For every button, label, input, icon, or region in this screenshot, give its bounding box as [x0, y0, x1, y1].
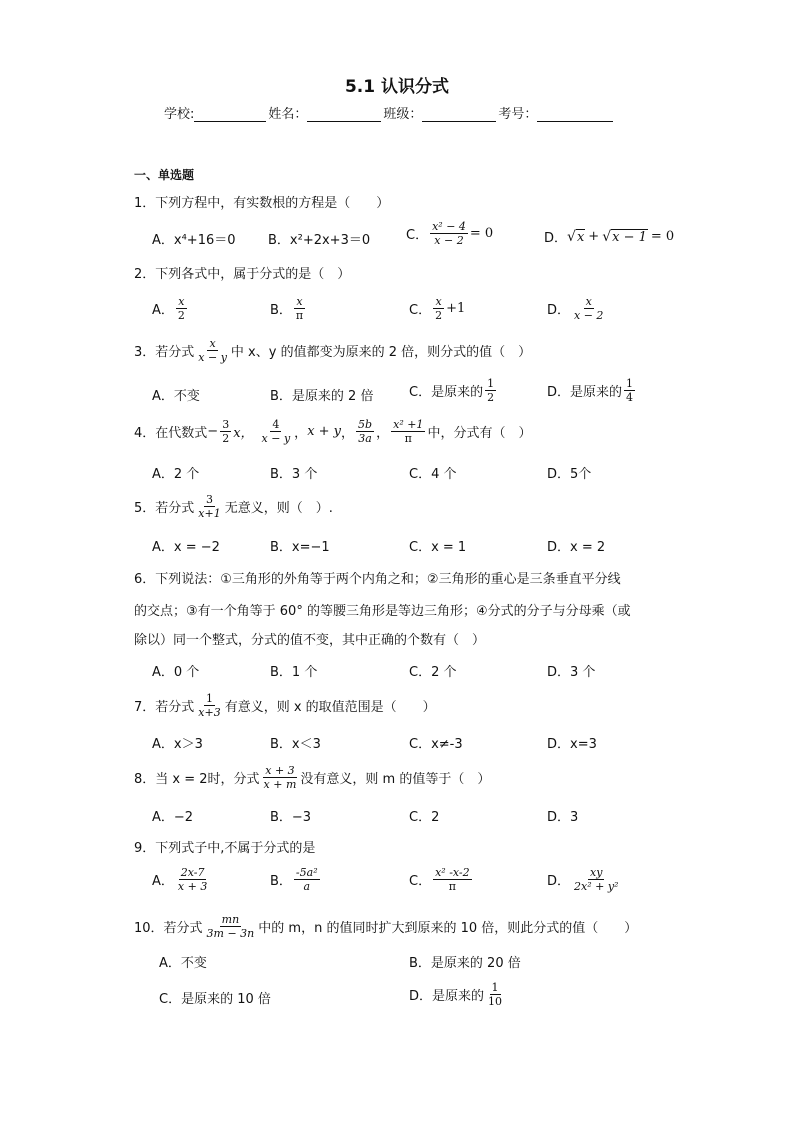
- option-text: D．x=3: [547, 737, 597, 752]
- number-blank[interactable]: [537, 107, 613, 122]
- denominator: x+1: [198, 507, 221, 520]
- denominator: 2: [435, 309, 443, 322]
- q7-option-c[interactable]: [409, 733, 463, 752]
- q5-option-b[interactable]: [270, 536, 330, 555]
- option-text: C．是原来的 10 倍: [159, 992, 271, 1007]
- option-text: A．x⁴+16＝0: [152, 233, 236, 248]
- plus-sign: +: [588, 229, 600, 244]
- fraction: [205, 913, 257, 940]
- option-label: D．是原来的: [409, 989, 485, 1004]
- q5-option-a[interactable]: [152, 536, 220, 555]
- numerator: x: [435, 295, 442, 308]
- numerator: x: [209, 337, 216, 350]
- numerator: 1: [205, 692, 213, 705]
- q6-option-d[interactable]: [547, 661, 595, 680]
- numerator: x: [296, 295, 303, 308]
- option-label: C．: [409, 303, 432, 318]
- numerator: 2x-7: [180, 866, 205, 879]
- numerator: 3: [222, 418, 230, 431]
- stem-text: 3．若分式: [134, 345, 195, 360]
- name-blank[interactable]: [307, 107, 381, 122]
- q3-option-a[interactable]: [152, 385, 200, 404]
- q10-stem: [134, 913, 637, 940]
- fraction: [176, 866, 209, 893]
- q10-option-b[interactable]: [409, 952, 521, 971]
- numerator: -5a²: [295, 866, 318, 879]
- section-heading: 一、单选题: [134, 168, 195, 182]
- q1-option-c[interactable]: [406, 220, 493, 247]
- fraction: [433, 866, 472, 893]
- expression-tail: +1: [446, 301, 466, 316]
- option-text: C．x = 1: [409, 540, 467, 555]
- expression-tail: x，: [233, 426, 254, 441]
- q9-stem: 9．下列式子中,不属于分式的是: [134, 841, 316, 856]
- q7-option-d[interactable]: [547, 733, 597, 752]
- q8-option-b[interactable]: [270, 806, 311, 825]
- q7-option-a[interactable]: [152, 733, 203, 752]
- q10-option-d[interactable]: [409, 981, 506, 1008]
- fraction: [262, 764, 299, 791]
- fraction: [572, 866, 620, 893]
- q1-option-d[interactable]: [544, 227, 674, 246]
- numerator: 3: [205, 493, 213, 506]
- stem-text: 5．若分式: [134, 501, 195, 516]
- option-text: B．是原来的 2 倍: [270, 389, 374, 404]
- denominator: x − 2: [434, 234, 464, 247]
- fraction: [196, 337, 229, 364]
- q4-option-c[interactable]: [409, 463, 456, 482]
- q10-option-a[interactable]: [159, 952, 207, 971]
- q6-option-b[interactable]: [270, 661, 317, 680]
- fraction: [486, 981, 504, 1008]
- q7-option-b[interactable]: [270, 733, 321, 752]
- option-label: C．: [409, 874, 432, 889]
- q8-option-d[interactable]: [547, 806, 578, 825]
- stem-text: 4．在代数式: [134, 426, 208, 441]
- q3-option-d[interactable]: [547, 377, 637, 404]
- q9-option-b[interactable]: [270, 866, 322, 893]
- option-text: A．2 个: [152, 467, 200, 482]
- fraction: [391, 418, 425, 445]
- option-text: B．3 个: [270, 467, 318, 482]
- option-text: C．4 个: [409, 467, 457, 482]
- fraction: [356, 418, 374, 445]
- numerator: x² +1: [393, 418, 424, 431]
- page-title: 5.1 认识分式: [344, 77, 450, 97]
- option-text: C．2: [409, 810, 440, 825]
- option-text: A．不变: [159, 956, 207, 971]
- numerator: x: [178, 295, 185, 308]
- q9-option-a[interactable]: [152, 866, 211, 893]
- sqrt-expression: √ x − 1: [602, 228, 647, 245]
- option-text: B．x＜3: [270, 737, 321, 752]
- fraction: [572, 295, 605, 322]
- q2-option-a[interactable]: [152, 295, 189, 322]
- denominator: x − y: [261, 432, 291, 445]
- q2-option-b[interactable]: [270, 295, 307, 322]
- denominator: a: [303, 880, 311, 893]
- option-label: B．: [270, 874, 292, 889]
- fraction: [196, 493, 222, 520]
- denominator: 4: [626, 391, 634, 404]
- number-label: 考号：: [498, 107, 538, 122]
- q3-option-c[interactable]: [409, 377, 498, 404]
- radicand: x: [576, 229, 585, 245]
- option-text: B．是原来的 20 倍: [409, 956, 521, 971]
- option-label: C．: [406, 228, 429, 243]
- denominator: x − y: [198, 351, 227, 364]
- fraction: [294, 866, 320, 893]
- denominator: 2: [487, 391, 495, 404]
- fraction: [196, 692, 222, 719]
- q6-stem-line-1: 6．下列说法：①三角形的外角等于两个内角之和；②三角形的重心是三条垂直平分线: [134, 572, 621, 587]
- stem-text: 7．若分式: [134, 700, 195, 715]
- denominator: 2: [222, 432, 230, 445]
- option-label: D．: [547, 874, 571, 889]
- q1-stem: 1．下列方程中，有实数根的方程是（ ）: [134, 196, 390, 211]
- equation-tail: = 0: [469, 226, 494, 241]
- denominator: x + 3: [177, 880, 208, 893]
- option-text: A．不变: [152, 389, 200, 404]
- option-text: A．x = −2: [152, 540, 220, 555]
- q8-stem: [134, 764, 490, 791]
- q1-option-a[interactable]: [152, 229, 236, 248]
- fraction: [176, 295, 187, 322]
- q5-stem: [134, 493, 333, 520]
- name-label: 姓名：: [268, 107, 308, 122]
- numerator: 1: [491, 981, 499, 994]
- stem-text: 无意义，则（ ）.: [224, 501, 333, 516]
- option-label: C．是原来的: [409, 385, 484, 400]
- option-text: A．0 个: [152, 665, 200, 680]
- option-label: D．是原来的: [547, 385, 623, 400]
- option-text: B．−3: [270, 810, 312, 825]
- q2-stem: 2．下列各式中，属于分式的是（ ）: [134, 267, 351, 282]
- q5-option-d[interactable]: [547, 536, 605, 555]
- q6-option-a[interactable]: [152, 661, 199, 680]
- numerator: 5b: [358, 418, 373, 431]
- stem-text: 有意义，则 x 的取值范围是（ ）: [224, 700, 436, 715]
- school-blank[interactable]: [194, 107, 266, 122]
- option-text: C．x≠-3: [409, 737, 463, 752]
- numerator: x + 3: [265, 764, 295, 777]
- option-label: B．: [270, 303, 292, 318]
- separator: ，: [294, 426, 308, 441]
- q7-stem: [134, 692, 436, 719]
- q10-option-c[interactable]: [159, 988, 271, 1007]
- option-label: A．: [152, 874, 174, 889]
- q8-option-a[interactable]: [152, 806, 193, 825]
- option-label: D．: [547, 303, 571, 318]
- option-text: D．3 个: [547, 665, 596, 680]
- option-text: A．x＞3: [152, 737, 203, 752]
- equation-tail: = 0: [650, 229, 675, 244]
- numerator: x: [585, 295, 592, 308]
- fraction: [294, 295, 305, 322]
- option-text: A．−2: [152, 810, 194, 825]
- expression: x + y: [307, 424, 342, 439]
- numerator: 4: [272, 418, 280, 431]
- separator: ，: [341, 426, 355, 441]
- option-label: A．: [152, 303, 174, 318]
- numerator: x² − 4: [432, 220, 466, 233]
- q5-option-c[interactable]: [409, 536, 466, 555]
- q3-stem: [134, 337, 531, 364]
- option-text: B．x²+2x+3＝0: [268, 233, 371, 248]
- option-text: B．x=−1: [270, 540, 330, 555]
- q2-option-c[interactable]: [409, 295, 465, 322]
- option-text: D．3: [547, 810, 579, 825]
- q8-option-c[interactable]: [409, 806, 439, 825]
- q9-option-d[interactable]: [547, 866, 622, 893]
- q1-option-b[interactable]: [268, 229, 370, 248]
- denominator: π: [295, 309, 304, 322]
- q6-stem-line-2: 的交点；③有一个角等于 60° 的等腰三角形是等边三角形；④分式的分子与分母乘（或: [134, 604, 631, 619]
- denominator: 2x² + y²: [574, 880, 619, 893]
- denominator: 3a: [358, 432, 372, 445]
- denominator: x+3: [198, 706, 221, 719]
- stem-text: 中的 m，n 的值同时扩大到原来的 10 倍，则此分式的值（ ）: [258, 921, 638, 936]
- school-label: 学校:: [164, 107, 195, 122]
- denominator: 2: [177, 309, 185, 322]
- option-text: D．x = 2: [547, 540, 606, 555]
- numerator: mn: [221, 913, 240, 926]
- stem-text: 中，分式有（ ）: [427, 426, 532, 441]
- denominator: 10: [488, 995, 503, 1008]
- fraction: [624, 377, 635, 404]
- radicand: x − 1: [612, 229, 647, 245]
- fraction: [433, 295, 444, 322]
- numerator: 1: [626, 377, 634, 390]
- option-text: C．2 个: [409, 665, 457, 680]
- fraction: [260, 418, 293, 445]
- q4-option-d[interactable]: [547, 463, 591, 482]
- q4-option-a[interactable]: [152, 463, 199, 482]
- numerator: xy: [590, 866, 603, 879]
- fraction: [485, 377, 496, 404]
- sqrt-expression: √ x: [567, 228, 585, 245]
- class-label: 班级：: [383, 107, 423, 122]
- class-blank[interactable]: [422, 107, 496, 122]
- q6-option-c[interactable]: [409, 661, 456, 680]
- q3-option-b[interactable]: [270, 385, 373, 404]
- option-label: D．: [544, 231, 568, 246]
- stem-text: 没有意义，则 m 的值等于（ ）: [300, 772, 491, 787]
- denominator: x − 2: [574, 309, 604, 322]
- stem-text: 10．若分式: [134, 921, 203, 936]
- stem-text: 8．当 x = 2时，分式: [134, 772, 260, 787]
- q2-option-d[interactable]: [547, 295, 607, 322]
- numerator: 1: [487, 377, 495, 390]
- fraction: [430, 220, 468, 247]
- q4-option-b[interactable]: [270, 463, 317, 482]
- numerator: x² -x-2: [435, 866, 470, 879]
- student-info-line: [164, 103, 615, 122]
- denominator: x + m: [263, 778, 297, 791]
- q4-stem: [134, 418, 531, 445]
- minus-sign: −: [207, 424, 219, 439]
- q6-stem-line-3: 除以）同一个整式，分式的值不变，其中正确的个数有（ ）: [134, 633, 486, 648]
- denominator: 3m − 3n: [206, 927, 255, 940]
- separator: ，: [376, 426, 390, 441]
- option-text: B．1 个: [270, 665, 318, 680]
- denominator: π: [448, 880, 456, 893]
- fraction: [220, 418, 231, 445]
- option-text: D．5个: [547, 467, 592, 482]
- q9-option-c[interactable]: [409, 866, 474, 893]
- stem-text: 中 x、y 的值都变为原来的 2 倍，则分式的值（ ）: [230, 345, 532, 360]
- denominator: π: [404, 432, 412, 445]
